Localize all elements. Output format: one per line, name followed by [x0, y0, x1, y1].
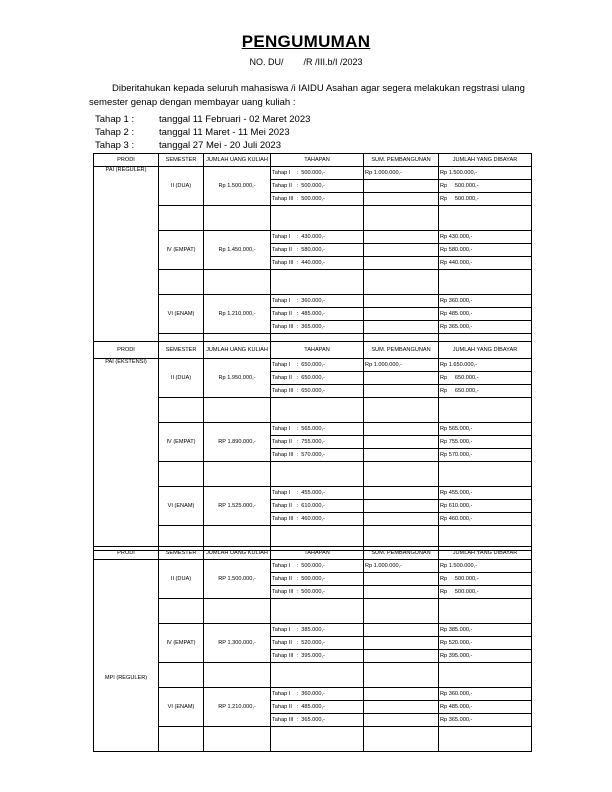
installment-cell: Tahap I : 565.000,-: [271, 423, 364, 436]
amount-paid-cell: Rp 755.000,-: [439, 436, 532, 449]
installment-cell: Tahap I : 360.000,-: [271, 295, 364, 308]
stage-date: tanggal 27 Mei - 20 Juli 2023: [159, 140, 281, 151]
header-jumlah-dibayar: JUMLAH YANG DIBAYAR: [439, 342, 532, 359]
empty-cell: [204, 462, 271, 487]
development-fee-cell: [364, 714, 439, 727]
tuition-amount-cell: RP 1.300.000,-: [204, 624, 271, 663]
intro-line-2: semester genap dengan membayar uang kuliah :: [89, 97, 296, 108]
empty-cell: [271, 206, 364, 231]
empty-cell: [271, 462, 364, 487]
empty-cell: [271, 663, 364, 688]
header-semester: SEMESTER: [159, 154, 204, 167]
development-fee-cell: [364, 573, 439, 586]
table-row: [94, 487, 532, 500]
empty-cell: [159, 727, 204, 752]
amount-paid-cell: Rp 1.500.000,-: [439, 167, 532, 180]
installment-cell: Tahap II : 520.000,-: [271, 637, 364, 650]
development-fee-cell: Rp 1.000.000,-: [364, 167, 439, 180]
header-tahapan: TAHAPAN: [271, 547, 364, 560]
tuition-amount-cell: RP 1.500.000,-: [204, 560, 271, 599]
empty-cell: [439, 663, 532, 688]
empty-cell: [159, 398, 204, 423]
development-fee-cell: [364, 231, 439, 244]
development-fee-cell: Rp 1.000.000,-: [364, 560, 439, 573]
amount-paid-cell: Rp 365.000,-: [439, 714, 532, 727]
empty-cell: [364, 727, 439, 752]
header-jumlah-uang-kuliah: JUMLAH UANG KULIAH: [204, 342, 271, 359]
installment-cell: Tahap I : 385.000,-: [271, 624, 364, 637]
installment-cell: Tahap III : 460.000,-: [271, 513, 364, 526]
table-row: [94, 270, 532, 295]
header-semester: SEMESTER: [159, 342, 204, 359]
semester-cell: VI (ENAM): [159, 688, 204, 727]
empty-cell: [439, 398, 532, 423]
tuition-amount-cell: RP 1.525.000,-: [204, 487, 271, 526]
stage-3: [95, 140, 281, 151]
amount-paid-cell: Rp 610.000,-: [439, 500, 532, 513]
empty-cell: [271, 599, 364, 624]
empty-cell: [271, 270, 364, 295]
header-prodi: PRODI: [94, 342, 159, 359]
installment-cell: Tahap III : 365.000,-: [271, 714, 364, 727]
empty-cell: [204, 206, 271, 231]
amount-paid-cell: Rp 650.000,-: [439, 372, 532, 385]
empty-cell: [204, 398, 271, 423]
installment-cell: Tahap II : 755.000,-: [271, 436, 364, 449]
installment-cell: Tahap II : 485.000,-: [271, 701, 364, 714]
stage-label: Tahap 1 :: [95, 114, 135, 125]
development-fee-cell: [364, 372, 439, 385]
amount-paid-cell: Rp 500.000,-: [439, 180, 532, 193]
table-row: [94, 663, 532, 688]
header-sum-pembangunan: SUM. PEMBANGUNAN: [364, 154, 439, 167]
installment-cell: Tahap I : 500.000,-: [271, 560, 364, 573]
empty-cell: [439, 270, 532, 295]
table-row: [94, 167, 532, 180]
installment-cell: Tahap III : 365.000,-: [271, 321, 364, 334]
stage-label: Tahap 3 :: [95, 140, 135, 151]
semester-cell: II (DUA): [159, 167, 204, 206]
installment-cell: Tahap II : 650.000,-: [271, 372, 364, 385]
amount-paid-cell: Rp 395.000,-: [439, 650, 532, 663]
development-fee-cell: [364, 180, 439, 193]
fee-table: [93, 341, 532, 551]
semester-cell: II (DUA): [159, 560, 204, 599]
empty-cell: [159, 599, 204, 624]
intro-line-1: Diberitahukan kepada seluruh mahasiswa /i IAIDU Asahan agar segera melakukan regstrasi ulang: [112, 83, 525, 94]
amount-paid-cell: Rp 580.000,-: [439, 244, 532, 257]
installment-cell: Tahap III : 395.000,-: [271, 650, 364, 663]
amount-paid-cell: Rp 440.000,-: [439, 257, 532, 270]
amount-paid-cell: Rp 650.000,-: [439, 385, 532, 398]
amount-paid-cell: Rp 455.000,-: [439, 487, 532, 500]
empty-cell: [271, 727, 364, 752]
empty-cell: [159, 270, 204, 295]
stage-1: [95, 114, 310, 125]
empty-cell: [439, 206, 532, 231]
empty-cell: [364, 663, 439, 688]
table-header-row: [94, 547, 532, 560]
tuition-amount-cell: Rp 1.500.000,-: [204, 167, 271, 206]
empty-cell: [159, 206, 204, 231]
header-semester: SEMESTER: [159, 547, 204, 560]
header-jumlah-dibayar: JUMLAH YANG DIBAYAR: [439, 547, 532, 560]
amount-paid-cell: Rp 360.000,-: [439, 295, 532, 308]
empty-cell: [439, 462, 532, 487]
development-fee-cell: [364, 193, 439, 206]
header-jumlah-uang-kuliah: JUMLAH UANG KULIAH: [204, 154, 271, 167]
table-row: [94, 423, 532, 436]
header-sum-pembangunan: SUM. PEMBANGUNAN: [364, 547, 439, 560]
header-tahapan: TAHAPAN: [271, 342, 364, 359]
amount-paid-cell: Rp 520.000,-: [439, 637, 532, 650]
table-row: [94, 295, 532, 308]
header-sum-pembangunan: SUM. PEMBANGUNAN: [364, 342, 439, 359]
prodi-cell: PAI (EKSTENSI): [94, 359, 159, 551]
amount-paid-cell: Rp 570.000,-: [439, 449, 532, 462]
semester-cell: VI (ENAM): [159, 487, 204, 526]
installment-cell: Tahap III : 500.000,-: [271, 193, 364, 206]
development-fee-cell: [364, 688, 439, 701]
installment-cell: Tahap II : 610.000,-: [271, 500, 364, 513]
semester-cell: IV (EMPAT): [159, 423, 204, 462]
tuition-amount-cell: RP 1.210.000,-: [204, 688, 271, 727]
empty-cell: [364, 270, 439, 295]
development-fee-cell: [364, 321, 439, 334]
amount-paid-cell: Rp 460.000,-: [439, 513, 532, 526]
prodi-cell: MPI (REGULER): [94, 560, 159, 752]
table-row: [94, 688, 532, 701]
amount-paid-cell: Rp 360.000,-: [439, 688, 532, 701]
development-fee-cell: [364, 385, 439, 398]
development-fee-cell: [364, 487, 439, 500]
amount-paid-cell: Rp 485.000,-: [439, 701, 532, 714]
semester-cell: II (DUA): [159, 359, 204, 398]
header-tahapan: TAHAPAN: [271, 154, 364, 167]
empty-cell: [204, 663, 271, 688]
installment-cell: Tahap II : 500.000,-: [271, 180, 364, 193]
development-fee-cell: [364, 701, 439, 714]
table-header-row: [94, 154, 532, 167]
empty-cell: [439, 599, 532, 624]
installment-cell: Tahap II : 580.000,-: [271, 244, 364, 257]
amount-paid-cell: Rp 485.000,-: [439, 308, 532, 321]
semester-cell: IV (EMPAT): [159, 231, 204, 270]
empty-cell: [364, 599, 439, 624]
empty-cell: [204, 599, 271, 624]
installment-cell: Tahap I : 650.000,-: [271, 359, 364, 372]
amount-paid-cell: Rp 365.000,-: [439, 321, 532, 334]
amount-paid-cell: Rp 565.000,-: [439, 423, 532, 436]
amount-paid-cell: Rp 500.000,-: [439, 193, 532, 206]
development-fee-cell: [364, 449, 439, 462]
page-title: PENGUMUMAN: [241, 32, 371, 51]
tuition-amount-cell: Rp 1.210.000,-: [204, 295, 271, 334]
empty-cell: [364, 398, 439, 423]
table-row: [94, 560, 532, 573]
semester-cell: VI (ENAM): [159, 295, 204, 334]
development-fee-cell: [364, 500, 439, 513]
amount-paid-cell: Rp 385.000,-: [439, 624, 532, 637]
development-fee-cell: [364, 295, 439, 308]
table-row: [94, 398, 532, 423]
development-fee-cell: [364, 436, 439, 449]
development-fee-cell: [364, 624, 439, 637]
stage-date: tanggal 11 Maret - 11 Mei 2023: [159, 127, 290, 138]
header-jumlah-dibayar: JUMLAH YANG DIBAYAR: [439, 154, 532, 167]
amount-paid-cell: Rp 500.000,-: [439, 586, 532, 599]
header-jumlah-uang-kuliah: JUMLAH UANG KULIAH: [204, 547, 271, 560]
installment-cell: Tahap III : 650.000,-: [271, 385, 364, 398]
table-header-row: [94, 342, 532, 359]
fee-table: [93, 546, 532, 752]
installment-cell: Tahap III : 440.000,-: [271, 257, 364, 270]
installment-cell: Tahap I : 500.000,-: [271, 167, 364, 180]
stage-label: Tahap 2 :: [95, 127, 135, 138]
development-fee-cell: Rp 1.000.000,-: [364, 359, 439, 372]
installment-cell: Tahap I : 430.000,-: [271, 231, 364, 244]
empty-cell: [159, 663, 204, 688]
fee-table: [93, 153, 532, 359]
development-fee-cell: [364, 257, 439, 270]
development-fee-cell: [364, 423, 439, 436]
development-fee-cell: [364, 513, 439, 526]
empty-cell: [159, 462, 204, 487]
stage-date: tanggal 11 Februari - 02 Maret 2023: [159, 114, 311, 125]
installment-cell: Tahap II : 485.000,-: [271, 308, 364, 321]
amount-paid-cell: Rp 1.500.000,-: [439, 560, 532, 573]
reference-number: NO. DU/ /R /III.b/I /2023: [249, 57, 363, 67]
development-fee-cell: [364, 650, 439, 663]
semester-cell: IV (EMPAT): [159, 624, 204, 663]
installment-cell: Tahap I : 455.000,-: [271, 487, 364, 500]
header-prodi: PRODI: [94, 154, 159, 167]
empty-cell: [364, 206, 439, 231]
table-row: [94, 624, 532, 637]
prodi-cell: PAI (REGULER): [94, 167, 159, 359]
table-row: [94, 462, 532, 487]
development-fee-cell: [364, 637, 439, 650]
installment-cell: Tahap III : 500.000,-: [271, 586, 364, 599]
installment-cell: Tahap II : 500.000,-: [271, 573, 364, 586]
tuition-amount-cell: Rp 1.950.000,-: [204, 359, 271, 398]
amount-paid-cell: Rp 1.650.000,-: [439, 359, 532, 372]
table-row: [94, 727, 532, 752]
table-row: [94, 231, 532, 244]
header-prodi: PRODI: [94, 547, 159, 560]
tuition-amount-cell: Rp 1.450.000,-: [204, 231, 271, 270]
empty-cell: [439, 727, 532, 752]
table-row: [94, 599, 532, 624]
development-fee-cell: [364, 308, 439, 321]
empty-cell: [204, 727, 271, 752]
tuition-amount-cell: RP 1.890.000,-: [204, 423, 271, 462]
installment-cell: Tahap I : 360.000,-: [271, 688, 364, 701]
empty-cell: [364, 462, 439, 487]
installment-cell: Tahap III : 570.000,-: [271, 449, 364, 462]
empty-cell: [204, 270, 271, 295]
table-row: [94, 206, 532, 231]
development-fee-cell: [364, 244, 439, 257]
empty-cell: [271, 398, 364, 423]
amount-paid-cell: Rp 430.000,-: [439, 231, 532, 244]
stage-2: [95, 127, 290, 138]
table-row: [94, 359, 532, 372]
amount-paid-cell: Rp 500.000,-: [439, 573, 532, 586]
development-fee-cell: [364, 586, 439, 599]
